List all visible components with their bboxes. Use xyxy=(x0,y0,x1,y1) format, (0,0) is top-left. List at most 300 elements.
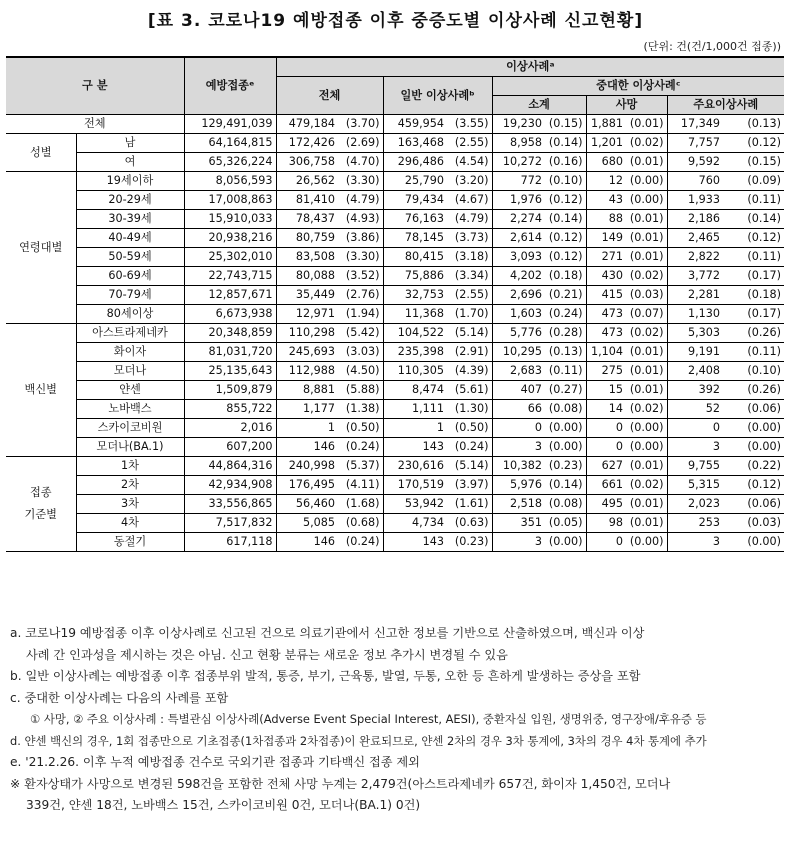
cell-tot: 12,971 xyxy=(276,305,338,324)
cell-sub: 4,202 xyxy=(492,267,545,286)
cell-totr: (1.68) xyxy=(338,495,383,514)
cell-sub: 2,696 xyxy=(492,286,545,305)
table-row xyxy=(6,115,784,134)
cell-vac: 20,348,859 xyxy=(184,324,276,343)
row-label: 2차 xyxy=(76,476,184,495)
group-vaccine-label: 백신별 xyxy=(24,383,57,396)
cell-maj: 7,757 xyxy=(667,134,723,153)
cell-sub: 407 xyxy=(492,381,545,400)
cell-maj: 253 xyxy=(667,514,723,533)
cell-genr: (3.18) xyxy=(447,248,492,267)
cell-maj: 17,349 xyxy=(667,115,723,134)
cell-gen: 230,616 xyxy=(383,457,447,476)
cell-genr: (0.24) xyxy=(447,438,492,457)
cell-maj: 9,592 xyxy=(667,153,723,172)
row-label: 노바백스 xyxy=(76,400,184,419)
cell-dth: 473 xyxy=(586,324,626,343)
table-row xyxy=(6,172,784,191)
cell-dthr: (0.02) xyxy=(626,324,667,343)
cell-vac: 855,722 xyxy=(184,400,276,419)
table-row xyxy=(6,267,784,286)
cell-sub: 1,603 xyxy=(492,305,545,324)
cell-majr: (0.12) xyxy=(723,134,784,153)
cell-sub: 3,093 xyxy=(492,248,545,267)
cell-tot: 1 xyxy=(276,419,338,438)
table-row xyxy=(6,457,784,476)
cell-vac: 1,509,879 xyxy=(184,381,276,400)
cell-gen: 143 xyxy=(383,438,447,457)
cell-tot: 26,562 xyxy=(276,172,338,191)
cell-dth: 275 xyxy=(586,362,626,381)
cell-dth: 271 xyxy=(586,248,626,267)
row-label: 전체 xyxy=(6,115,184,134)
cell-subr: (0.21) xyxy=(545,286,586,305)
cell-subr: (0.10) xyxy=(545,172,586,191)
cell-gen: 110,305 xyxy=(383,362,447,381)
cell-totr: (4.50) xyxy=(338,362,383,381)
cell-tot: 112,988 xyxy=(276,362,338,381)
footnote-a: a. 코로나19 예방접종 이후 이상사례로 신고된 건으로 의료기관에서 신고한 정보를 기반으로 산출하였으며, 백신과 이상 xyxy=(10,626,645,640)
cell-tot: 240,998 xyxy=(276,457,338,476)
cell-dth: 12 xyxy=(586,172,626,191)
cell-tot: 1,177 xyxy=(276,400,338,419)
adverse-event-table xyxy=(6,56,784,552)
cell-maj: 5,303 xyxy=(667,324,723,343)
cell-tot: 245,693 xyxy=(276,343,338,362)
footnote-a-cont: 사례 간 인과성을 제시하는 것은 아님. 신고 현황 분류는 새로운 정보 추가시 변경될 수 있음 xyxy=(26,647,508,662)
cell-gen: 78,145 xyxy=(383,229,447,248)
cell-genr: (2.91) xyxy=(447,343,492,362)
cell-tot: 56,460 xyxy=(276,495,338,514)
cell-dthr: (0.07) xyxy=(626,305,667,324)
cell-genr: (3.55) xyxy=(447,115,492,134)
cell-subr: (0.15) xyxy=(545,115,586,134)
cell-genr: (4.39) xyxy=(447,362,492,381)
cell-genr: (5.14) xyxy=(447,324,492,343)
cell-majr: (0.10) xyxy=(723,362,784,381)
cell-genr: (0.50) xyxy=(447,419,492,438)
cell-majr: (0.26) xyxy=(723,324,784,343)
cell-dth: 430 xyxy=(586,267,626,286)
cell-sub: 2,518 xyxy=(492,495,545,514)
cell-gen: 75,886 xyxy=(383,267,447,286)
footnotes xyxy=(10,623,782,817)
unit-label: (단위: 건(건/1,000건 접종)) xyxy=(643,40,781,53)
cell-gen: 8,474 xyxy=(383,381,447,400)
cell-maj: 9,755 xyxy=(667,457,723,476)
table-row xyxy=(6,134,784,153)
cell-dthr: (0.00) xyxy=(626,419,667,438)
row-label: 3차 xyxy=(76,495,184,514)
cell-totr: (5.88) xyxy=(338,381,383,400)
cell-vac: 81,031,720 xyxy=(184,343,276,362)
cell-vac: 44,864,316 xyxy=(184,457,276,476)
cell-totr: (4.11) xyxy=(338,476,383,495)
row-label: 20-29세 xyxy=(76,191,184,210)
row-label: 모더나(BA.1) xyxy=(76,438,184,457)
cell-majr: (0.00) xyxy=(723,419,784,438)
cell-vac: 20,938,216 xyxy=(184,229,276,248)
cell-subr: (0.12) xyxy=(545,191,586,210)
footnote-d: d. 얀센 백신의 경우, 1회 접종만으로 기초접종(1차접종과 2차접종)이 완료되므로, 얀센 2차의 경우 3차 통계에, 3차의 경우 4차 통계에 추가 xyxy=(10,733,707,748)
cell-genr: (0.63) xyxy=(447,514,492,533)
cell-maj: 0 xyxy=(667,419,723,438)
cell-sub: 1,976 xyxy=(492,191,545,210)
cell-majr: (0.13) xyxy=(723,115,784,134)
row-label: 50-59세 xyxy=(76,248,184,267)
cell-maj: 2,465 xyxy=(667,229,723,248)
cell-genr: (4.54) xyxy=(447,153,492,172)
table-row xyxy=(6,305,784,324)
cell-gen: 25,790 xyxy=(383,172,447,191)
cell-gen: 143 xyxy=(383,533,447,552)
cell-dth: 0 xyxy=(586,533,626,552)
cell-dthr: (0.01) xyxy=(626,381,667,400)
cell-tot: 5,085 xyxy=(276,514,338,533)
cell-genr: (5.61) xyxy=(447,381,492,400)
cell-maj: 3 xyxy=(667,438,723,457)
cell-genr: (4.67) xyxy=(447,191,492,210)
cell-majr: (0.26) xyxy=(723,381,784,400)
cell-vac: 64,164,815 xyxy=(184,134,276,153)
cell-maj: 52 xyxy=(667,400,723,419)
row-label: 80세이상 xyxy=(76,305,184,324)
cell-vac: 6,673,938 xyxy=(184,305,276,324)
cell-dthr: (0.01) xyxy=(626,362,667,381)
cell-maj: 2,408 xyxy=(667,362,723,381)
cell-dth: 1,104 xyxy=(586,343,626,362)
cell-subr: (0.24) xyxy=(545,305,586,324)
table-row xyxy=(6,362,784,381)
footnote-b: b. 일반 이상사례는 예방접종 이후 접종부위 발적, 통증, 부기, 근육통, 발열, 두통, 오한 등 흔하게 발생하는 증상을 포함 xyxy=(10,669,641,683)
cell-genr: (5.14) xyxy=(447,457,492,476)
cell-tot: 306,758 xyxy=(276,153,338,172)
cell-totr: (3.30) xyxy=(338,248,383,267)
cell-majr: (0.06) xyxy=(723,400,784,419)
cell-maj: 3,772 xyxy=(667,267,723,286)
cell-subr: (0.11) xyxy=(545,362,586,381)
cell-gen: 296,486 xyxy=(383,153,447,172)
cell-dthr: (0.01) xyxy=(626,514,667,533)
cell-subr: (0.14) xyxy=(545,476,586,495)
cell-majr: (0.12) xyxy=(723,476,784,495)
cell-dthr: (0.00) xyxy=(626,191,667,210)
row-label: 1차 xyxy=(76,457,184,476)
cell-totr: (0.68) xyxy=(338,514,383,533)
cell-totr: (3.70) xyxy=(338,115,383,134)
row-label: 화이자 xyxy=(76,343,184,362)
cell-tot: 35,449 xyxy=(276,286,338,305)
cell-majr: (0.17) xyxy=(723,305,784,324)
group-vaccine xyxy=(6,324,76,457)
footnote-c-detail: ① 사망, ② 주요 이상사례 : 특별관심 이상사례(Adverse Event Special Interest, AESI), 중환자실 입원, 생명위중, 영구장애/후유증 등 xyxy=(30,712,707,726)
cell-totr: (3.86) xyxy=(338,229,383,248)
cell-dthr: (0.01) xyxy=(626,495,667,514)
cell-sub: 3 xyxy=(492,533,545,552)
cell-genr: (1.30) xyxy=(447,400,492,419)
group-age-label: 연령대별 xyxy=(19,240,63,254)
row-label: 60-69세 xyxy=(76,267,184,286)
cell-vac: 15,910,033 xyxy=(184,210,276,229)
cell-sub: 19,230 xyxy=(492,115,545,134)
table-row xyxy=(6,438,784,457)
row-label: 동절기 xyxy=(76,533,184,552)
cell-vac: 42,934,908 xyxy=(184,476,276,495)
cell-subr: (0.27) xyxy=(545,381,586,400)
group-dose-label: 기준별 xyxy=(24,508,57,521)
table-body xyxy=(6,115,784,552)
table-title: [표 3. 코로나19 예방접종 이후 중증도별 이상사례 신고현황] xyxy=(147,11,644,31)
cell-maj: 1,933 xyxy=(667,191,723,210)
table-row xyxy=(6,210,784,229)
cell-tot: 78,437 xyxy=(276,210,338,229)
group-sex xyxy=(6,134,76,172)
cell-majr: (0.11) xyxy=(723,343,784,362)
cell-totr: (3.30) xyxy=(338,172,383,191)
cell-sub: 8,958 xyxy=(492,134,545,153)
cell-tot: 81,410 xyxy=(276,191,338,210)
row-label: 40-49세 xyxy=(76,229,184,248)
cell-gen: 53,942 xyxy=(383,495,447,514)
cell-majr: (0.15) xyxy=(723,153,784,172)
cell-genr: (1.70) xyxy=(447,305,492,324)
cell-subr: (0.13) xyxy=(545,343,586,362)
cell-vac: 33,556,865 xyxy=(184,495,276,514)
cell-maj: 2,822 xyxy=(667,248,723,267)
cell-totr: (4.70) xyxy=(338,153,383,172)
footnote-note-cont: 339건, 얀센 18건, 노바백스 15건, 스카이코비원 0건, 모더나(BA.1) 0건) xyxy=(26,798,421,812)
cell-gen: 1 xyxy=(383,419,447,438)
cell-gen: 11,368 xyxy=(383,305,447,324)
cell-sub: 2,274 xyxy=(492,210,545,229)
header-subtotal: 소계 xyxy=(492,96,586,115)
cell-dthr: (0.02) xyxy=(626,267,667,286)
cell-sub: 10,272 xyxy=(492,153,545,172)
cell-majr: (0.18) xyxy=(723,286,784,305)
header-adverse-events: 이상사례ᵃ xyxy=(276,57,784,77)
group-sex-label: 성별 xyxy=(29,145,52,159)
cell-dth: 0 xyxy=(586,438,626,457)
cell-maj: 392 xyxy=(667,381,723,400)
cell-maj: 9,191 xyxy=(667,343,723,362)
cell-dth: 627 xyxy=(586,457,626,476)
cell-subr: (0.12) xyxy=(545,229,586,248)
row-label: 스카이코비원 xyxy=(76,419,184,438)
header-major: 주요이상사례 xyxy=(667,96,784,115)
cell-tot: 80,759 xyxy=(276,229,338,248)
cell-gen: 4,734 xyxy=(383,514,447,533)
cell-maj: 5,315 xyxy=(667,476,723,495)
table-row xyxy=(6,191,784,210)
table-row xyxy=(6,286,784,305)
cell-gen: 163,468 xyxy=(383,134,447,153)
cell-vac: 22,743,715 xyxy=(184,267,276,286)
cell-subr: (0.23) xyxy=(545,457,586,476)
cell-dthr: (0.02) xyxy=(626,400,667,419)
cell-majr: (0.22) xyxy=(723,457,784,476)
cell-vac: 25,302,010 xyxy=(184,248,276,267)
cell-subr: (0.00) xyxy=(545,438,586,457)
cell-sub: 2,683 xyxy=(492,362,545,381)
table-row xyxy=(6,343,784,362)
cell-gen: 32,753 xyxy=(383,286,447,305)
cell-totr: (4.93) xyxy=(338,210,383,229)
cell-totr: (2.69) xyxy=(338,134,383,153)
cell-gen: 104,522 xyxy=(383,324,447,343)
cell-maj: 1,130 xyxy=(667,305,723,324)
cell-totr: (4.79) xyxy=(338,191,383,210)
cell-subr: (0.05) xyxy=(545,514,586,533)
cell-tot: 80,088 xyxy=(276,267,338,286)
cell-vac: 7,517,832 xyxy=(184,514,276,533)
cell-dth: 88 xyxy=(586,210,626,229)
cell-dthr: (0.01) xyxy=(626,229,667,248)
cell-dth: 15 xyxy=(586,381,626,400)
cell-vac: 129,491,039 xyxy=(184,115,276,134)
cell-sub: 0 xyxy=(492,419,545,438)
cell-subr: (0.08) xyxy=(545,400,586,419)
cell-vac: 65,326,224 xyxy=(184,153,276,172)
cell-dth: 661 xyxy=(586,476,626,495)
cell-genr: (3.34) xyxy=(447,267,492,286)
footnote-e: e. '21.2.26. 이후 누적 예방접종 건수로 국외기관 접종과 기타백신 접종 제외 xyxy=(10,755,420,769)
cell-dthr: (0.03) xyxy=(626,286,667,305)
cell-sub: 772 xyxy=(492,172,545,191)
cell-tot: 8,881 xyxy=(276,381,338,400)
cell-subr: (0.00) xyxy=(545,533,586,552)
cell-vac: 607,200 xyxy=(184,438,276,457)
cell-genr: (0.23) xyxy=(447,533,492,552)
cell-subr: (0.08) xyxy=(545,495,586,514)
cell-vac: 617,118 xyxy=(184,533,276,552)
cell-gen: 80,415 xyxy=(383,248,447,267)
cell-majr: (0.17) xyxy=(723,267,784,286)
cell-tot: 110,298 xyxy=(276,324,338,343)
cell-tot: 172,426 xyxy=(276,134,338,153)
group-dose-label: 접종 xyxy=(29,486,52,499)
cell-dthr: (0.00) xyxy=(626,438,667,457)
cell-tot: 83,508 xyxy=(276,248,338,267)
cell-dth: 0 xyxy=(586,419,626,438)
row-label: 19세이하 xyxy=(76,172,184,191)
table-row xyxy=(6,381,784,400)
cell-subr: (0.18) xyxy=(545,267,586,286)
cell-dthr: (0.01) xyxy=(626,153,667,172)
cell-vac: 8,056,593 xyxy=(184,172,276,191)
cell-dthr: (0.01) xyxy=(626,343,667,362)
cell-vac: 12,857,671 xyxy=(184,286,276,305)
cell-gen: 235,398 xyxy=(383,343,447,362)
cell-tot: 176,495 xyxy=(276,476,338,495)
cell-dthr: (0.02) xyxy=(626,134,667,153)
header-death: 사망 xyxy=(586,96,667,115)
cell-majr: (0.06) xyxy=(723,495,784,514)
cell-genr: (3.73) xyxy=(447,229,492,248)
footnote-note: ※ 환자상태가 사망으로 변경된 598건을 포함한 전체 사망 누계는 2,479건(아스트라제네카 657건, 화이자 1,450건, 모더나 xyxy=(10,776,671,791)
cell-dth: 473 xyxy=(586,305,626,324)
cell-dth: 1,881 xyxy=(586,115,626,134)
row-label: 모더나 xyxy=(76,362,184,381)
cell-majr: (0.03) xyxy=(723,514,784,533)
cell-totr: (0.50) xyxy=(338,419,383,438)
cell-dthr: (0.00) xyxy=(626,533,667,552)
header-total: 전체 xyxy=(276,77,383,115)
cell-maj: 760 xyxy=(667,172,723,191)
cell-maj: 2,023 xyxy=(667,495,723,514)
cell-subr: (0.14) xyxy=(545,210,586,229)
group-age xyxy=(6,172,76,324)
cell-genr: (2.55) xyxy=(447,134,492,153)
cell-majr: (0.09) xyxy=(723,172,784,191)
cell-subr: (0.16) xyxy=(545,153,586,172)
cell-maj: 2,281 xyxy=(667,286,723,305)
cell-tot: 146 xyxy=(276,533,338,552)
cell-dth: 14 xyxy=(586,400,626,419)
cell-dthr: (0.01) xyxy=(626,457,667,476)
cell-majr: (0.00) xyxy=(723,438,784,457)
cell-vac: 17,008,863 xyxy=(184,191,276,210)
group-dose xyxy=(6,457,76,552)
cell-sub: 10,295 xyxy=(492,343,545,362)
cell-gen: 76,163 xyxy=(383,210,447,229)
cell-tot: 479,184 xyxy=(276,115,338,134)
cell-totr: (5.37) xyxy=(338,457,383,476)
table-row xyxy=(6,495,784,514)
cell-dthr: (0.01) xyxy=(626,115,667,134)
table-row xyxy=(6,324,784,343)
table-row xyxy=(6,400,784,419)
cell-maj: 3 xyxy=(667,533,723,552)
cell-dth: 1,201 xyxy=(586,134,626,153)
cell-tot: 146 xyxy=(276,438,338,457)
header-vaccinations: 예방접종ᵉ xyxy=(184,57,276,115)
cell-dth: 495 xyxy=(586,495,626,514)
cell-totr: (2.76) xyxy=(338,286,383,305)
cell-gen: 170,519 xyxy=(383,476,447,495)
cell-maj: 2,186 xyxy=(667,210,723,229)
cell-dthr: (0.02) xyxy=(626,476,667,495)
cell-subr: (0.00) xyxy=(545,419,586,438)
cell-dth: 43 xyxy=(586,191,626,210)
row-label: 30-39세 xyxy=(76,210,184,229)
cell-dth: 149 xyxy=(586,229,626,248)
cell-dth: 680 xyxy=(586,153,626,172)
table-row xyxy=(6,514,784,533)
cell-sub: 5,976 xyxy=(492,476,545,495)
cell-vac: 2,016 xyxy=(184,419,276,438)
row-label: 얀센 xyxy=(76,381,184,400)
cell-majr: (0.11) xyxy=(723,191,784,210)
cell-subr: (0.28) xyxy=(545,324,586,343)
table-row xyxy=(6,153,784,172)
header-gubun: 구 분 xyxy=(6,57,184,115)
cell-subr: (0.12) xyxy=(545,248,586,267)
cell-totr: (1.94) xyxy=(338,305,383,324)
cell-subr: (0.14) xyxy=(545,134,586,153)
cell-majr: (0.14) xyxy=(723,210,784,229)
cell-gen: 1,111 xyxy=(383,400,447,419)
cell-totr: (3.03) xyxy=(338,343,383,362)
cell-totr: (0.24) xyxy=(338,533,383,552)
row-label: 아스트라제네카 xyxy=(76,324,184,343)
cell-dthr: (0.01) xyxy=(626,210,667,229)
cell-dth: 98 xyxy=(586,514,626,533)
row-label: 70-79세 xyxy=(76,286,184,305)
cell-majr: (0.11) xyxy=(723,248,784,267)
cell-sub: 5,776 xyxy=(492,324,545,343)
cell-sub: 66 xyxy=(492,400,545,419)
row-label: 4차 xyxy=(76,514,184,533)
